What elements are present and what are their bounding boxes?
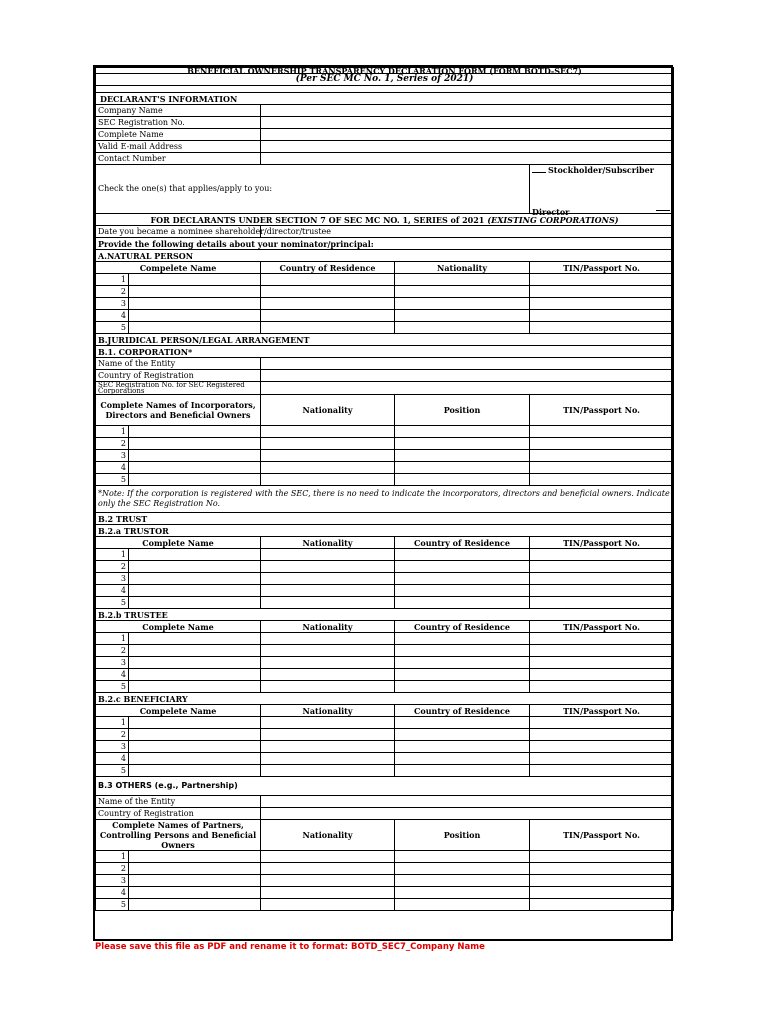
entry-cell[interactable] — [395, 322, 530, 334]
corp-sec-input[interactable] — [261, 382, 674, 395]
column-header-row — [96, 395, 674, 426]
trustee-title: B.2.b TRUSTEE — [96, 609, 674, 621]
entry-cell[interactable] — [530, 462, 674, 474]
corporation-note: *Note: If the corporation is registered with the SEC, there is no need to indicate the incorporators, directors and beneficial owners. Indicate only the SEC Registration No. — [96, 486, 674, 513]
column-header: TIN/Passport No. — [530, 395, 674, 426]
entry-cell[interactable] — [395, 657, 530, 669]
corp-entity-name-label: Name of the Entity — [96, 358, 261, 370]
entry-cell[interactable] — [530, 573, 674, 585]
column-header-row — [96, 820, 674, 851]
table-row — [96, 310, 674, 322]
row-number: 2 — [96, 286, 129, 298]
table-row — [96, 875, 674, 887]
section-title-row — [96, 334, 674, 346]
entry-cell[interactable] — [530, 298, 674, 310]
column-header: Nationality — [261, 621, 395, 633]
entry-cell[interactable] — [129, 274, 261, 286]
entry-cell[interactable] — [129, 573, 261, 585]
entry-cell[interactable] — [530, 645, 674, 657]
column-header: Compelete Name — [96, 705, 261, 717]
others-entity-name-label: Name of the Entity — [96, 796, 261, 808]
table-row — [96, 286, 674, 298]
entry-cell[interactable] — [530, 474, 674, 486]
declarant-field-input[interactable] — [261, 141, 674, 153]
entry-cell[interactable] — [261, 573, 395, 585]
entry-cell[interactable] — [261, 549, 395, 561]
field-row — [96, 370, 674, 382]
table-row — [96, 597, 674, 609]
entry-cell[interactable] — [129, 645, 261, 657]
corp-sec-label: SEC Registration No. for SEC Registered Corporations — [96, 382, 261, 395]
entry-cell[interactable] — [261, 753, 395, 765]
entry-cell[interactable] — [261, 875, 395, 887]
entry-cell[interactable] — [530, 426, 674, 438]
entry-cell[interactable] — [395, 573, 530, 585]
column-header: Complete Name — [96, 621, 261, 633]
check-row — [96, 165, 674, 214]
provide-details-label: Provide the following details about your nominator/principal: — [96, 238, 674, 250]
row-number: 3 — [96, 741, 129, 753]
entry-cell[interactable] — [395, 851, 530, 863]
others-country-input[interactable] — [261, 808, 674, 820]
others-title: B.3 OTHERS (e.g., Partnership) — [96, 777, 674, 796]
entry-cell[interactable] — [261, 310, 395, 322]
beneficiary-title: B.2.c BENEFICIARY — [96, 693, 674, 705]
section-title-row — [96, 513, 674, 525]
table-row — [96, 585, 674, 597]
row-number: 1 — [96, 717, 129, 729]
entry-cell[interactable] — [395, 286, 530, 298]
footer-instruction: Please save this file as PDF and rename it to format: BOTD_SEC7_Company Name — [95, 942, 485, 952]
field-row — [96, 796, 674, 808]
entry-cell[interactable] — [129, 753, 261, 765]
table-row — [96, 899, 674, 911]
column-header: Nationality — [261, 395, 395, 426]
entry-cell[interactable] — [530, 274, 674, 286]
entry-cell[interactable] — [395, 681, 530, 693]
entry-cell[interactable] — [395, 426, 530, 438]
row-number: 1 — [96, 274, 129, 286]
entry-cell[interactable] — [261, 585, 395, 597]
entry-cell[interactable] — [395, 298, 530, 310]
director-checkbox-option[interactable] — [532, 207, 672, 217]
entry-cell[interactable] — [261, 717, 395, 729]
entry-cell[interactable] — [530, 561, 674, 573]
section-title-row — [96, 250, 674, 262]
entry-cell[interactable] — [530, 729, 674, 741]
entry-cell[interactable] — [530, 717, 674, 729]
entry-cell[interactable] — [530, 597, 674, 609]
field-row — [96, 358, 674, 370]
row-number: 1 — [96, 851, 129, 863]
row-number: 4 — [96, 753, 129, 765]
entry-cell[interactable] — [395, 729, 530, 741]
table-row — [96, 322, 674, 334]
entry-cell[interactable] — [129, 426, 261, 438]
row-number: 5 — [96, 474, 129, 486]
entry-cell[interactable] — [530, 851, 674, 863]
table-row — [96, 438, 674, 450]
entry-cell[interactable] — [395, 741, 530, 753]
entry-cell[interactable] — [261, 438, 395, 450]
column-header: Country of Residence — [395, 621, 530, 633]
entry-cell[interactable] — [530, 681, 674, 693]
entry-cell[interactable] — [530, 310, 674, 322]
table-row — [96, 681, 674, 693]
column-header: Nationality — [261, 537, 395, 549]
entry-cell[interactable] — [395, 438, 530, 450]
entry-cell[interactable] — [129, 310, 261, 322]
entry-cell[interactable] — [261, 887, 395, 899]
table-row — [96, 887, 674, 899]
section7-title-main: FOR DECLARANTS UNDER SECTION 7 OF SEC MC NO. 1, SERIES of 2021 — [150, 214, 485, 225]
entry-cell[interactable] — [261, 633, 395, 645]
declarant-field-input[interactable] — [261, 105, 674, 117]
entry-cell[interactable] — [261, 851, 395, 863]
table-row — [96, 741, 674, 753]
entry-cell[interactable] — [129, 597, 261, 609]
section-title-row — [96, 693, 674, 705]
row-number: 3 — [96, 657, 129, 669]
entry-cell[interactable] — [395, 899, 530, 911]
row-number: 3 — [96, 298, 129, 310]
form-subtitle: (Per SEC MC No. 1, Series of 2021) — [96, 74, 674, 86]
entry-cell[interactable] — [530, 657, 674, 669]
field-row — [96, 141, 674, 153]
entry-cell[interactable] — [530, 863, 674, 875]
section-title-row — [96, 525, 674, 537]
entry-cell[interactable] — [129, 561, 261, 573]
entry-cell[interactable] — [261, 863, 395, 875]
column-header: Position — [395, 395, 530, 426]
entry-cell[interactable] — [261, 462, 395, 474]
table-row — [96, 450, 674, 462]
entry-cell[interactable] — [129, 863, 261, 875]
column-header: TIN/Passport No. — [530, 621, 674, 633]
row-number: 1 — [96, 426, 129, 438]
column-header-row — [96, 262, 674, 274]
entry-cell[interactable] — [129, 585, 261, 597]
table-row — [96, 669, 674, 681]
column-header: Nationality — [395, 262, 530, 274]
row-number: 5 — [96, 597, 129, 609]
declarant-field-input[interactable] — [261, 129, 674, 141]
checkbox-line — [532, 172, 546, 173]
entry-cell[interactable] — [261, 274, 395, 286]
trust-title: B.2 TRUST — [96, 513, 674, 525]
row-number: 5 — [96, 899, 129, 911]
column-header-row — [96, 537, 674, 549]
entry-cell[interactable] — [129, 450, 261, 462]
table-row — [96, 274, 674, 286]
entry-cell[interactable] — [129, 657, 261, 669]
declarant-field-label: Company Name — [96, 105, 261, 117]
column-header: Compelete Name — [96, 262, 261, 274]
row-number: 4 — [96, 462, 129, 474]
entry-cell[interactable] — [129, 681, 261, 693]
entry-cell[interactable] — [129, 875, 261, 887]
table-row — [96, 298, 674, 310]
field-row — [96, 153, 674, 165]
row-number: 4 — [96, 669, 129, 681]
table-row — [96, 717, 674, 729]
entry-cell[interactable] — [261, 298, 395, 310]
column-header: Country of Residence — [261, 262, 395, 274]
trustor-title: B.2.a TRUSTOR — [96, 525, 674, 537]
entry-cell[interactable] — [395, 549, 530, 561]
section-title-row — [96, 777, 674, 796]
form-title: BENEFICIAL OWNERSHIP TRANSPARENCY DECLARATION FORM (FORM BOTD-SEC7) — [96, 68, 674, 74]
entry-cell[interactable] — [395, 863, 530, 875]
corp-country-label: Country of Registration — [96, 370, 261, 382]
entry-cell[interactable] — [395, 669, 530, 681]
others-country-label: Country of Registration — [96, 808, 261, 820]
entry-cell[interactable] — [129, 474, 261, 486]
entry-cell[interactable] — [129, 851, 261, 863]
entry-cell[interactable] — [261, 426, 395, 438]
row-number: 2 — [96, 729, 129, 741]
spacer — [96, 86, 674, 93]
row-number: 2 — [96, 863, 129, 875]
table-row — [96, 863, 674, 875]
entry-cell[interactable] — [395, 875, 530, 887]
entry-cell[interactable] — [530, 753, 674, 765]
table-row — [96, 573, 674, 585]
table-row — [96, 474, 674, 486]
field-row — [96, 382, 674, 395]
corp-country-input[interactable] — [261, 370, 674, 382]
column-header: Position — [395, 820, 530, 851]
row-number: 4 — [96, 310, 129, 322]
row-number: 3 — [96, 573, 129, 585]
corp-entity-name-input[interactable] — [261, 358, 674, 370]
entry-cell[interactable] — [129, 887, 261, 899]
entry-cell[interactable] — [530, 633, 674, 645]
section7-title-italic: (EXISTING CORPORATIONS) — [487, 214, 619, 225]
entry-cell[interactable] — [395, 753, 530, 765]
entry-cell[interactable] — [530, 286, 674, 298]
entry-cell[interactable] — [261, 645, 395, 657]
entry-cell[interactable] — [261, 286, 395, 298]
table-row — [96, 851, 674, 863]
row-number: 3 — [96, 875, 129, 887]
entry-cell[interactable] — [261, 597, 395, 609]
declarant-section-title: DECLARANT'S INFORMATION — [96, 93, 674, 105]
check-label: Check the one(s) that applies/apply to you: — [96, 165, 530, 214]
column-header: TIN/Passport No. — [530, 262, 674, 274]
row-number: 1 — [96, 633, 129, 645]
column-header: Country of Residence — [395, 537, 530, 549]
natural-person-title: A.NATURAL PERSON — [96, 250, 674, 262]
entry-cell[interactable] — [395, 585, 530, 597]
entry-cell[interactable] — [395, 274, 530, 286]
entry-cell[interactable] — [530, 741, 674, 753]
juridical-title: B.JURIDICAL PERSON/LEGAL ARRANGEMENT — [96, 334, 674, 346]
column-header: Nationality — [261, 820, 395, 851]
entry-cell[interactable] — [261, 450, 395, 462]
option-label: Director — [532, 207, 570, 217]
entry-cell[interactable] — [261, 899, 395, 911]
option-label: Stockholder/Subscriber — [548, 165, 654, 175]
declarant-field-label: SEC Registration No. — [96, 117, 261, 129]
column-header: Country of Residence — [395, 705, 530, 717]
column-header: Complete Name — [96, 537, 261, 549]
table-row — [96, 657, 674, 669]
entry-cell[interactable] — [530, 669, 674, 681]
entry-cell[interactable] — [261, 474, 395, 486]
column-header: TIN/Passport No. — [530, 537, 674, 549]
column-header: TIN/Passport No. — [530, 705, 674, 717]
row-number: 5 — [96, 322, 129, 334]
entry-cell[interactable] — [129, 717, 261, 729]
table-row — [96, 561, 674, 573]
entry-cell[interactable] — [261, 741, 395, 753]
entry-cell[interactable] — [129, 322, 261, 334]
entry-cell[interactable] — [129, 669, 261, 681]
declarant-field-input[interactable] — [261, 117, 674, 129]
entry-cell[interactable] — [129, 462, 261, 474]
column-header-row — [96, 621, 674, 633]
entry-cell[interactable] — [129, 298, 261, 310]
table-row — [96, 729, 674, 741]
entry-cell[interactable] — [395, 474, 530, 486]
entry-cell[interactable] — [395, 310, 530, 322]
table-row — [96, 549, 674, 561]
entry-cell[interactable] — [129, 286, 261, 298]
entry-cell[interactable] — [530, 549, 674, 561]
table-row — [96, 633, 674, 645]
table-row — [96, 765, 674, 777]
entry-cell[interactable] — [530, 438, 674, 450]
declarant-field-label: Contact Number — [96, 153, 261, 165]
entry-cell[interactable] — [530, 875, 674, 887]
row-number: 2 — [96, 438, 129, 450]
entry-cell[interactable] — [395, 450, 530, 462]
entry-cell[interactable] — [395, 765, 530, 777]
entry-cell[interactable] — [261, 681, 395, 693]
entry-cell[interactable] — [261, 322, 395, 334]
entry-cell[interactable] — [530, 322, 674, 334]
section-title-row — [96, 609, 674, 621]
date-nominee-label: Date you became a nominee shareholder/director/trustee — [96, 226, 261, 238]
row-number: 2 — [96, 561, 129, 573]
entry-cell[interactable] — [129, 549, 261, 561]
stockholder-checkbox-option[interactable] — [532, 165, 654, 175]
field-row — [96, 105, 674, 117]
entry-cell[interactable] — [530, 765, 674, 777]
entry-cell[interactable] — [395, 645, 530, 657]
entry-cell[interactable] — [261, 669, 395, 681]
row-number: 5 — [96, 765, 129, 777]
declarant-field-label: Valid E-mail Address — [96, 141, 261, 153]
row-number: 3 — [96, 450, 129, 462]
entry-cell[interactable] — [261, 765, 395, 777]
entry-cell[interactable] — [530, 887, 674, 899]
table-row — [96, 462, 674, 474]
entry-cell[interactable] — [261, 729, 395, 741]
entry-cell[interactable] — [530, 585, 674, 597]
declarant-field-label: Complete Name — [96, 129, 261, 141]
field-row — [96, 808, 674, 820]
entry-cell[interactable] — [395, 462, 530, 474]
section-title-row — [96, 238, 674, 250]
column-header: Complete Names of Incorporators, Directors and Beneficial Owners — [96, 395, 261, 426]
row-number: 1 — [96, 549, 129, 561]
entry-cell[interactable] — [129, 765, 261, 777]
check-options — [530, 165, 674, 217]
field-row — [96, 129, 674, 141]
entry-cell[interactable] — [129, 633, 261, 645]
column-header: Nationality — [261, 705, 395, 717]
column-header-row — [96, 705, 674, 717]
table-row — [96, 753, 674, 765]
corporation-title: B.1. CORPORATION* — [96, 346, 674, 358]
note-row — [96, 486, 674, 513]
declarant-field-input[interactable] — [261, 153, 674, 165]
row-number: 4 — [96, 887, 129, 899]
form-table — [95, 67, 674, 911]
entry-cell[interactable] — [395, 561, 530, 573]
section-title-row — [96, 346, 674, 358]
field-row — [96, 226, 674, 238]
column-header: TIN/Passport No. — [530, 820, 674, 851]
form-sheet — [93, 65, 673, 941]
row-number: 4 — [96, 585, 129, 597]
entry-cell[interactable] — [129, 438, 261, 450]
entry-cell[interactable] — [395, 597, 530, 609]
checkbox-line — [656, 210, 670, 211]
entry-cell[interactable] — [261, 561, 395, 573]
table-row — [96, 426, 674, 438]
others-entity-name-input[interactable] — [261, 796, 674, 808]
field-row — [96, 117, 674, 129]
entry-cell[interactable] — [395, 717, 530, 729]
entry-cell[interactable] — [129, 741, 261, 753]
entry-cell[interactable] — [129, 729, 261, 741]
entry-cell[interactable] — [395, 633, 530, 645]
entry-cell[interactable] — [530, 899, 674, 911]
column-header: Complete Names of Partners, Controlling Persons and Beneficial Owners — [96, 820, 261, 851]
entry-cell[interactable] — [395, 887, 530, 899]
entry-cell[interactable] — [261, 657, 395, 669]
entry-cell[interactable] — [129, 899, 261, 911]
entry-cell[interactable] — [530, 450, 674, 462]
table-row — [96, 645, 674, 657]
row-number: 5 — [96, 681, 129, 693]
row-number: 2 — [96, 645, 129, 657]
